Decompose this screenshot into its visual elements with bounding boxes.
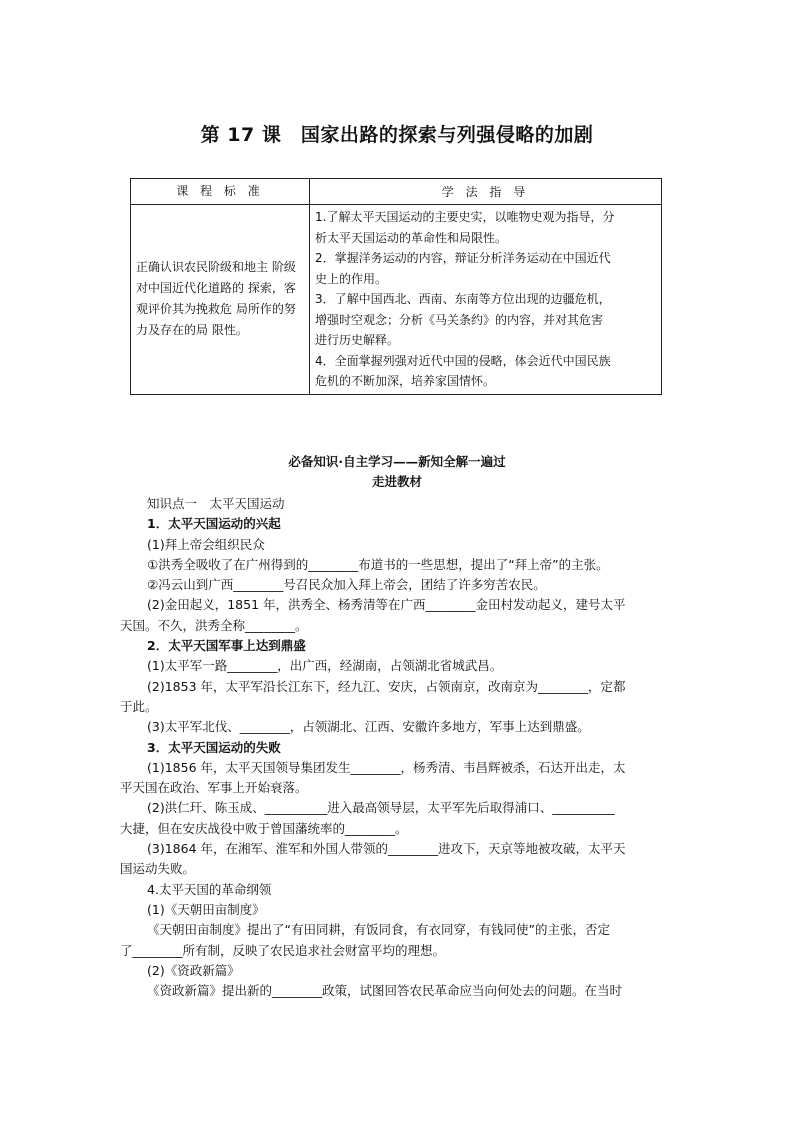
guidance-line: 1.了解太平天国运动的主要史实，以唯物史观为指导，分 (315, 210, 615, 224)
text-line: 了________所有制，反映了农民追求社会财富平均的理想。 (120, 942, 446, 958)
standard-line: 阶级对中国近代化道路的 (136, 260, 296, 296)
text-line: (1)拜上帝会组织民众 (147, 536, 265, 552)
standard-line: 局所作的努力及存在的局 (136, 302, 296, 338)
text-line: 天国。不久，洪秀全称________。 (120, 617, 308, 633)
text-line: (2)金田起义，1851 年，洪秀全、杨秀清等在广西________金田村发动起义，建号太平 (147, 597, 626, 613)
text-line: 1．太平天国运动的兴起 (147, 516, 281, 532)
guidance-line: 危机的不断加深，培养家国情怀。 (315, 374, 496, 388)
text-line: (1)太平军一路________，出广西，经湖南，占领湖北省城武昌。 (147, 658, 503, 674)
text-line: 大捷，但在安庆战役中败于曾国藩统率的________。 (120, 820, 408, 836)
text-line: 平天国在政治、军事上开始衰落。 (120, 780, 308, 796)
text-line: ②冯云山到广西________号召民众加入拜上帝会，团结了许多穷苦农民。 (147, 577, 546, 593)
standard-line: 探索，客观评价其为挽救危 (136, 281, 296, 317)
standard-cell (131, 205, 310, 395)
table-header-guidance: 学 法 指 导 (310, 179, 662, 205)
text-line: (2)洪仁玕、陈玉成、__________进入最高领导层，太平军先后取得浦口、__________ (147, 800, 615, 816)
curriculum-table (130, 178, 662, 395)
text-line: 《天朝田亩制度》提出了“有田同耕，有饭同食，有衣同穿，有钱同使”的主张，否定 (147, 922, 610, 938)
text-line: 4.太平天国的革命纲领 (147, 881, 272, 897)
text-line: (1)《天朝田亩制度》 (147, 901, 265, 917)
page-title: 第 17 课 国家出路的探索与列强侵略的加剧 (200, 124, 594, 146)
section-subheader: 走进教材 (371, 474, 422, 489)
section-header: 必备知识·自主学习——新知全解一遍过 (288, 454, 506, 469)
lesson-body (120, 494, 678, 1001)
guidance-line: 析太平天国运动的革命性和局限性。 (315, 230, 508, 245)
text-line: (3)1864 年，在湘军、淮军和外国人带领的________进攻下，天京等地被攻破，太平天 (147, 841, 626, 857)
guidance-line: 史上的作用。 (315, 271, 388, 286)
text-line: 3．太平天国运动的失败 (147, 739, 281, 755)
table-header-standard: 课 程 标 准 (131, 179, 310, 205)
text-line: 知识点一 太平天国运动 (147, 496, 285, 511)
text-line: 《资政新篇》提出新的________政策，试图回答农民革命应当向何处去的问题。在当时 (147, 983, 623, 999)
standard-line: 限性。 (211, 323, 248, 338)
guidance-line: 3．了解中国西北、西南、东南等方位出现的边疆危机， (315, 292, 611, 306)
text-line: (2)1853 年，太平军沿长江东下，经九江、安庆，占领南京，改南京为________，定都 (147, 678, 626, 694)
guidance-cell (310, 205, 662, 395)
text-line: 于此。 (120, 698, 158, 714)
text-line: (3)太平军北伐、________，占领湖北、江西、安徽许多地方，军事上达到鼎盛。 (147, 719, 590, 735)
text-line: (2)《资政新篇》 (147, 962, 240, 978)
standard-line: 正确认识农民阶级和地主 (136, 260, 269, 275)
guidance-line: 2．掌握洋务运动的内容，辩证分析洋务运动在中国近代 (315, 251, 611, 265)
text-line: 2．太平天国军事上达到鼎盛 (147, 638, 306, 654)
guidance-line: 4．全面掌握列强对近代中国的侵略，体会近代中国民族 (315, 353, 611, 368)
guidance-line: 增强时空观念；分析《马关条约》的内容，并对其危害 (315, 312, 604, 327)
text-line: ①洪秀全吸收了在广州得到的________布道书的一些思想，提出了“拜上帝”的主张。 (147, 556, 609, 572)
text-line: (1)1856 年，太平天国领导集团发生________，杨秀清、韦昌辉被杀，石达开出走，太 (147, 759, 626, 775)
text-line: 国运动失败。 (120, 861, 196, 877)
guidance-line: 进行历史解释。 (315, 333, 400, 347)
